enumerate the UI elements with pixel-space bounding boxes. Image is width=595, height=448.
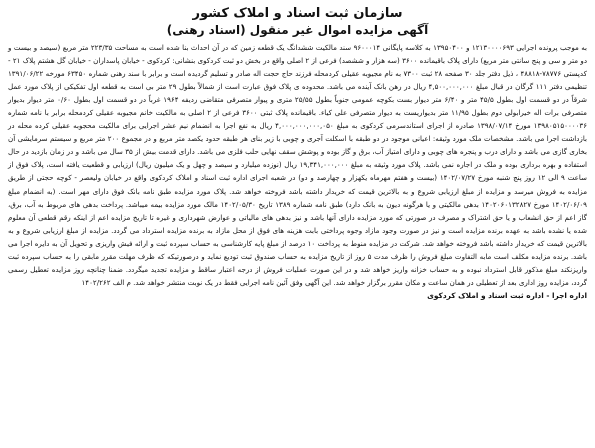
notice-title: سازمان ثبت اسناد و املاک کشور — [192, 6, 403, 21]
notice-body: به موجب پرونده اجرایی ۱۲۱۳۰۰۰۰۶۹۳ و ۱۳۹۵۰۴۰۰ به کلاسه پایگانی ۹۶۰۰۰۱۴ سند مالکیت ششدانگ یک قطعه زمین که در آن احداث بنا شده است به مساحت ۲۲۳/۳۵ متر مربع (سیصد و بیست و دو متر و سی و پنج سانتی متر مربع) دارای پلاک باقیمانده ۳۶۰۰ (سه هزار و ششصد) فرعی از ۲ اصلی واقع در بخش دو ثبت کردکوی بنشانی: کردکوی - خیابان پاسداران - خیابان گل هشتم پلاک ۲۱ - کدپستی ۷۸۷۷۶-۴۸۸۱۸ ، ذیل دفتر جلد ۳۰ صفحه ۲۸ ثبت ۷۳۰۰ به نام مجیوبه عقیلی کردمحله فرزند حاج حجت اله صادر و تسلیم گردیده است و برابر با سند رهنی شماره ۶۳۴۵۰ مورخه ۱۳۹۱/۰۶/۲۲ تنظیمی دفتر ۱۱۱ گرگان در قبال مبلغ ۴,۵۰۰,۰۰۰,۰۰۰ ریال در رهن بانک آینده می باشد. محدوده ی پلاک فوق عبارت است از شمالاً بطول ۲۹ متر بی است به قطعه اول تفکیکی از پلاک مورد عمل شرقاً در دو قسمت اول بطول ۴۵/۵ متر و ۶/۴۰ متر دیوار بست بکوچه عمومی جنوباً بطول ۲۵/۵۵ متری و پیوار متصرفی متقاضی ردیفه ۱۹۶۴ غرباً در دو قسمت اول بطول ۰/۶۰ متر دیوار بدیوار متصرفی برات اله خیرابولی دوم بطول ۱۱/۹۵ متر بدیواریست به دیوار متصرفی علی کیاء. باقیمانده پلاک ثبتی ۳۶۰۰ فرعی از ۲ اصلی به مالکیت خانم مجیوبه عقیلی کردمحله برابر با نامه شماره ۱۳۹۸۰۵۱۵۰۰۰۰۳۶ مورخ ۱۳۹۸/۰۷/۱۴ صادره از اجرای استاندسرمی کردکوی به مبلغ ۴,۰۰۰,۰۰۰,۰۰۰,۰۵۰ ریال به نفع اجرا به انضمام نیم عشر اجرایی برای مالکیت محجوبه عقیلی کرده محله در بازداشت اجرا می باشد. مشخصات ملک مورد وثیقه: اعیانی موجود در دو طبقه با اسکلت آجری و چوبی با زیر بنای هر طبقه حدود یکصد متر مربع و در مجموع ۲۰۰ متر مربع و سیستم سرمایشی آن بخاری گازی می باشد و دارای درب و پنجره های چوبی و دارای امتیاز آب، برق و گاز بوده و پوشش سقف نهایی حلب فلزی می باشد. دارای قدمت بیش از ۳۵ سال می باشد و در زمان بازدید در حال استفاده و بهره برداری بوده و ملک در اجاره نمی باشد. پلاک مورد وثیقه به مبلغ ۱۹,۳۴۱,۰۰۰,۰۰۰ ریال (نوزده میلیارد و سیصد و چهل و یک میلیون ریال) ارزیابی و قطعیت یافته است، پلاک فوق از ساعت ۹ الی ۱۲ روز پنج شنبه مورخ ۱۴۰۲/۰۷/۲۷ (بیست و هفتم مهرماه یکهزار و چهارصد و دو) در شعبه اجرای اداره ثبت اسناد و املاک کردکوی واقع در خیابان ولیعصر - کوچه حجتی از طریق مزایده به فروش میرسد و مزایده از مبلغ ارزیابی شروع و به بالاترین قیمت که خریدار داشته باشد فروخته خواهد شد. پلاک مورد مزایده طبق نامه بانک فوق دارای مهر است. (به انضمام مبلغ ۱۴۰۲/۰۶/۰۹ مورخ ۱۴۰۲۰۶۰۱۳۲۸۲۷ بدهی مالکیتی و یا هرگونه دیون به بانک دارد) طبق نامه شماره ۱۳۸۹ تاریخ ۱۴۰۲/۰۵/۳۰ مالک مورد مزایده بیمه میباشد. پرداخت بدهی های مربوط به آب، برق، گاز اعم از حق انشعاب و یا حق اشتراک و مصرف در صورتی که مورد مزایده دارای آنها باشد و نیز بدهی های مالیاتی و عوارض شهرداری و غیره تا تاریخ مزایده اعم از اینکه رقم قطعی آن معلوم شده یا نشده باشد به عهده برنده مزایده است و نیز در صورت وجود مازاد وجوه پرداختی بابت هزینه های فوق از محل مازاد به برنده مزایده استرداد می گردد. مزایده از مبلغ ارزیابی شروع و به بالاترین قیمت که خریدار داشته باشد فروخته خواهد شد. شرکت در مزایده منوط به پرداخت ۱۰ درصد از مبلغ پایه کارشناسی به حساب سپرده ثبت و ارائه فیش واریزی و تحویل آن به دایره اجرا می باشد. برنده مزایده مکلف است مابه التفاوت مبلغ فروش را ظرف مدت ۵ روز از تاریخ مزایده به حساب صندوق ثبت تودیع نماید و درصورتیکه که ظرف مهلت مقرر مابقی را به حساب سپرده ثبت واریزنکند مبلغ مذکور قابل استرداد نبوده و به حساب خزانه واریز خواهد شد و در این صورت عملیات فروش از درجه اعتبار ساقط و مزایده تجدید میگردد. ضمنا چنانچه روز مزایده تعطیل رسمی گردد، مزایده روز اداری بعد از تعطیلی در همان ساعت و مکان مقرر برگزار خواهد شد. این آگهی وفق آئین نامه اجرایی فقط در یک نوبت منتشر خواهد شد. م الف ۱۴۰۲/۲۶۲ — [8, 43, 588, 287]
notice-signature: اداره اجرا - اداره ثبت اسناد و املاک کردکوی — [427, 290, 587, 300]
notice-subtitle: آگهی مزایده اموال غیر منقول (اسناد رهنی) — [166, 23, 429, 37]
